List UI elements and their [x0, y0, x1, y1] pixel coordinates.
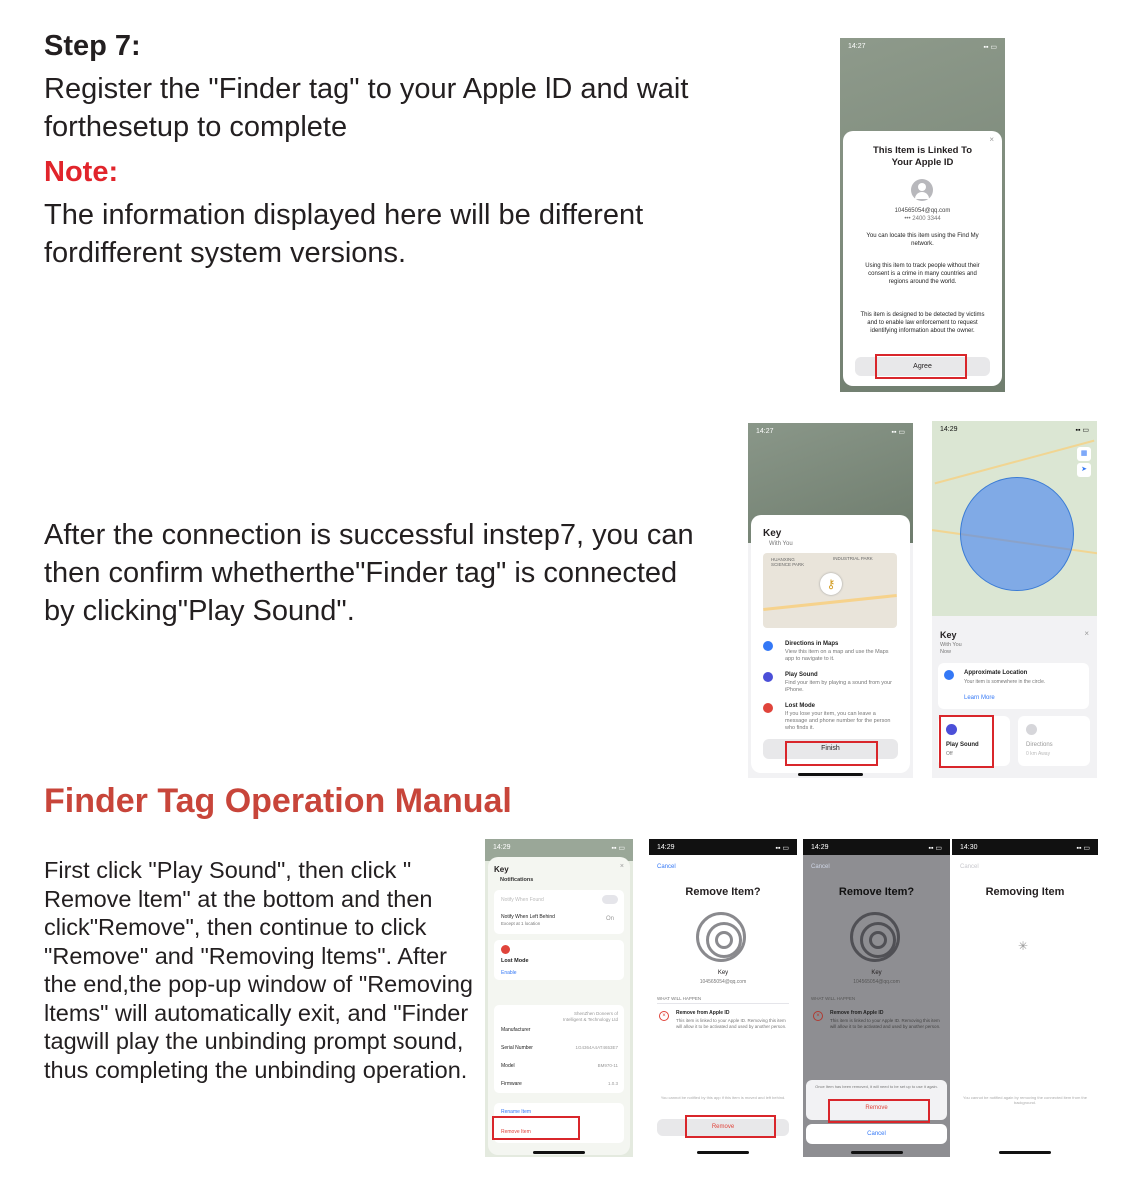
approx-location-card: Approximate Location Your item is somewhere in the circle. Learn More [938, 663, 1089, 709]
sheet-subtitle: With You [769, 541, 793, 547]
finish-button[interactable]: Finish [763, 739, 898, 759]
note-label: Note: [44, 156, 119, 188]
sheet-title: Key [763, 528, 782, 539]
key-detail-sheet: Key With You Now × Approximate Location Your item is somewhere in the circle. Learn More Play Sound Off Directions 0 km Away [932, 621, 1097, 778]
status-time: 14:29 [940, 426, 958, 433]
key-pin-icon: ⚷ [820, 573, 842, 595]
learn-more-link[interactable]: Learn More [964, 695, 995, 701]
lost-mode-icon [501, 945, 510, 954]
info-detection: This item is designed to be detected by victims and to enable law enforcement to request identifying information about the owner. [860, 312, 985, 334]
lock-icon [763, 703, 773, 713]
spinner-icon: ✳ [1017, 939, 1029, 953]
note-text: The information displayed here will be different fordifferent system versions. [44, 199, 644, 269]
close-icon[interactable]: × [1084, 629, 1089, 638]
screenshot-key-finish: 14:27 ▪▪ ▭ Key With You HUANXING SCIENCE PARK INDUSTRIAL PARK ⚷ Directions in Maps View this item on a map and use the Maps app to navigate to it. Play Sound Find your item by playing a sound from your iPhone. Lost Mode If you lose your item, you can leave a message and phone number for the person who finds it. Finish [748, 423, 913, 778]
lost-mode-card: Lost Mode Enable [494, 940, 624, 980]
confirm-cancel-button[interactable]: Cancel [806, 1124, 947, 1144]
status-time: 14:29 [493, 844, 511, 851]
key-sheet: Key With You HUANXING SCIENCE PARK INDUSTRIAL PARK ⚷ Directions in Maps View this item on a map and use the Maps app to navigate to it. Play Sound Find your item by playing a sound from your iPhone. Lost Mode If you lose your item, you can leave a message and phone number for the person who finds it. Finish [751, 515, 910, 773]
cancel-link[interactable]: Cancel [811, 864, 830, 870]
highlight-finish [785, 741, 878, 766]
map-mode-icon[interactable]: ▦ [1077, 447, 1091, 461]
account-email: 104565054@qq.com [894, 208, 951, 214]
removing-title: Removing Item [985, 886, 1065, 898]
status-time: 14:30 [960, 844, 978, 851]
sheet-title: Key [940, 630, 957, 640]
manual-instruction: First click "Play Sound", then click " Remove ltem" at the bottom and then click"Remove", then continue to click "Remove" and "Removing ltems". After the end,the pop-up window of "Removing ltems" will automatically exit, and "Finder tagwill play the unbinding prompt sound, thus completing the unbinding operation. [44, 857, 474, 1083]
remove-button[interactable]: Remove [657, 1119, 789, 1136]
remove-circle-icon: × [659, 1011, 669, 1021]
screenshot-key-settings: 14:29 ▪▪ ▭ Key × Notifications Notify When Found Notify When Left Behind Except at 1 location On Lost Mode Enable Manufacturer ShenZhen Doneers of Intelligent & Technology Ltd Serial Number 1G4364A4AT4653E7 Model BM970-11 Firmware 1.0.3 Rename Item Remove Item [485, 839, 633, 1157]
confirm-action-sheet: Once Item has been removed, it will need to be set up to use it again. Remove [806, 1080, 947, 1120]
highlight-agree [875, 354, 967, 379]
highlight-remove-item [492, 1116, 580, 1140]
screenshot-remove-item: 14:29 ▪▪ ▭ Cancel Remove Item? Key 104565054@qq.com WHAT WILL HAPPEN × Remove from Apple ID This item is linked to your Apple ID. Removing this item will allow it to be activated and used by another person. You cannot be notified by this app if this item is moved and left behind. Remove [649, 839, 797, 1157]
mini-map: HUANXING SCIENCE PARK INDUSTRIAL PARK ⚷ [763, 553, 897, 628]
device-info-card: Manufacturer ShenZhen Doneers of Intelligent & Technology Ltd Serial Number 1G4364A4AT4653E7 Model BM970-11 Firmware 1.0.3 [494, 1005, 624, 1093]
highlight-confirm-remove [828, 1099, 930, 1123]
close-icon[interactable]: × [989, 135, 994, 144]
directions-icon [763, 641, 773, 651]
key-radar-icon [850, 912, 900, 962]
screenshot-key-map: ▦ ➤ 14:29 ▪▪ ▭ Key With You Now × Approximate Location Your item is somewhere in the circle. Learn More Play Sound Off Directions 0 km Away [932, 421, 1097, 778]
screenshot-linked-apple-id: 14:27 ▪▪ ▭ × This Item is Linked To Your Apple ID 104565054@qq.com ••• 2400 3344 You can locate this item using the Find My network. Using this item to track people without their consent is a crime in many countries and regions around the world. This item is designed to be detected by victims and to enable law enforcement to request identifying information about the owner. Agree [840, 38, 1005, 392]
status-time: 14:29 [657, 844, 675, 851]
manual-title: Finder Tag Operation Manual [44, 782, 512, 820]
info-locate: You can locate this item using the Find My network. [866, 233, 979, 247]
remove-item-link[interactable]: Remove Item [501, 1129, 531, 1135]
connection-instruction: After the connection is successful instep7, you can then confirm whetherthe"Finder tag" is connected by clicking"Play Sound". [44, 519, 694, 627]
status-time: 14:27 [848, 43, 866, 50]
location-arrow-icon[interactable]: ➤ [1077, 463, 1091, 477]
remove-title: Remove Item? [685, 886, 761, 898]
highlight-play-sound [939, 715, 994, 768]
cancel-link[interactable]: Cancel [657, 864, 676, 870]
account-sub: ••• 2400 3344 [904, 216, 941, 222]
screenshot-remove-confirm: 14:29 ▪▪ ▭ Cancel Remove Item? Key 104565054@qq.com WHAT WILL HAPPEN × Remove from Apple ID This item is linked to your Apple ID. Removing this item will allow it to be activated and used by another person. Once Item has been removed, it will need to be set up to use it again. Remove Cancel [803, 839, 950, 1157]
play-sound-tile[interactable]: Play Sound Off [938, 716, 1010, 766]
info-warning: Using this item to track people without their consent is a crime in many countries and regions around the world. [865, 263, 980, 285]
status-time: 14:27 [756, 428, 774, 435]
directions-icon [1026, 724, 1037, 735]
remove-title: Remove Item? [838, 886, 915, 898]
sheet-title: Key [494, 865, 509, 874]
map-view [932, 421, 1097, 616]
status-time: 14:29 [811, 844, 829, 851]
directions-tile[interactable]: Directions 0 km Away [1018, 716, 1090, 766]
notifications-card: Notify When Found Notify When Left Behind Except at 1 location On [494, 890, 624, 934]
avatar-icon [911, 179, 933, 201]
linked-dialog [843, 131, 1002, 386]
screenshot-removing-item: 14:30 ▪▪ ▭ Cancel Removing Item ✳ You cannot be notified again by removing the connected item from the background. [952, 839, 1098, 1157]
agree-button[interactable]: Agree [855, 357, 990, 376]
dialog-title: This Item is Linked To Your Apple ID [872, 145, 973, 168]
step-instruction: Register the "Finder tag" to your Apple lD and wait forthesetup to complete [44, 73, 689, 143]
toggle-notify-found[interactable] [602, 895, 618, 904]
rename-item-link[interactable]: Rename Item [501, 1109, 532, 1115]
key-radar-icon [696, 912, 746, 962]
lost-mode-enable-link[interactable]: Enable [501, 970, 517, 976]
remove-circle-icon: × [813, 1011, 823, 1021]
close-icon[interactable]: × [619, 863, 624, 870]
step-heading: Step 7: [44, 30, 141, 62]
confirm-remove-button[interactable]: Remove [865, 1105, 888, 1111]
highlight-remove [685, 1115, 776, 1138]
notify-left-value[interactable]: On [605, 916, 614, 922]
cancel-link[interactable]: Cancel [960, 864, 979, 870]
location-circle [960, 477, 1074, 591]
play-sound-icon [763, 672, 773, 682]
location-icon [944, 670, 954, 680]
